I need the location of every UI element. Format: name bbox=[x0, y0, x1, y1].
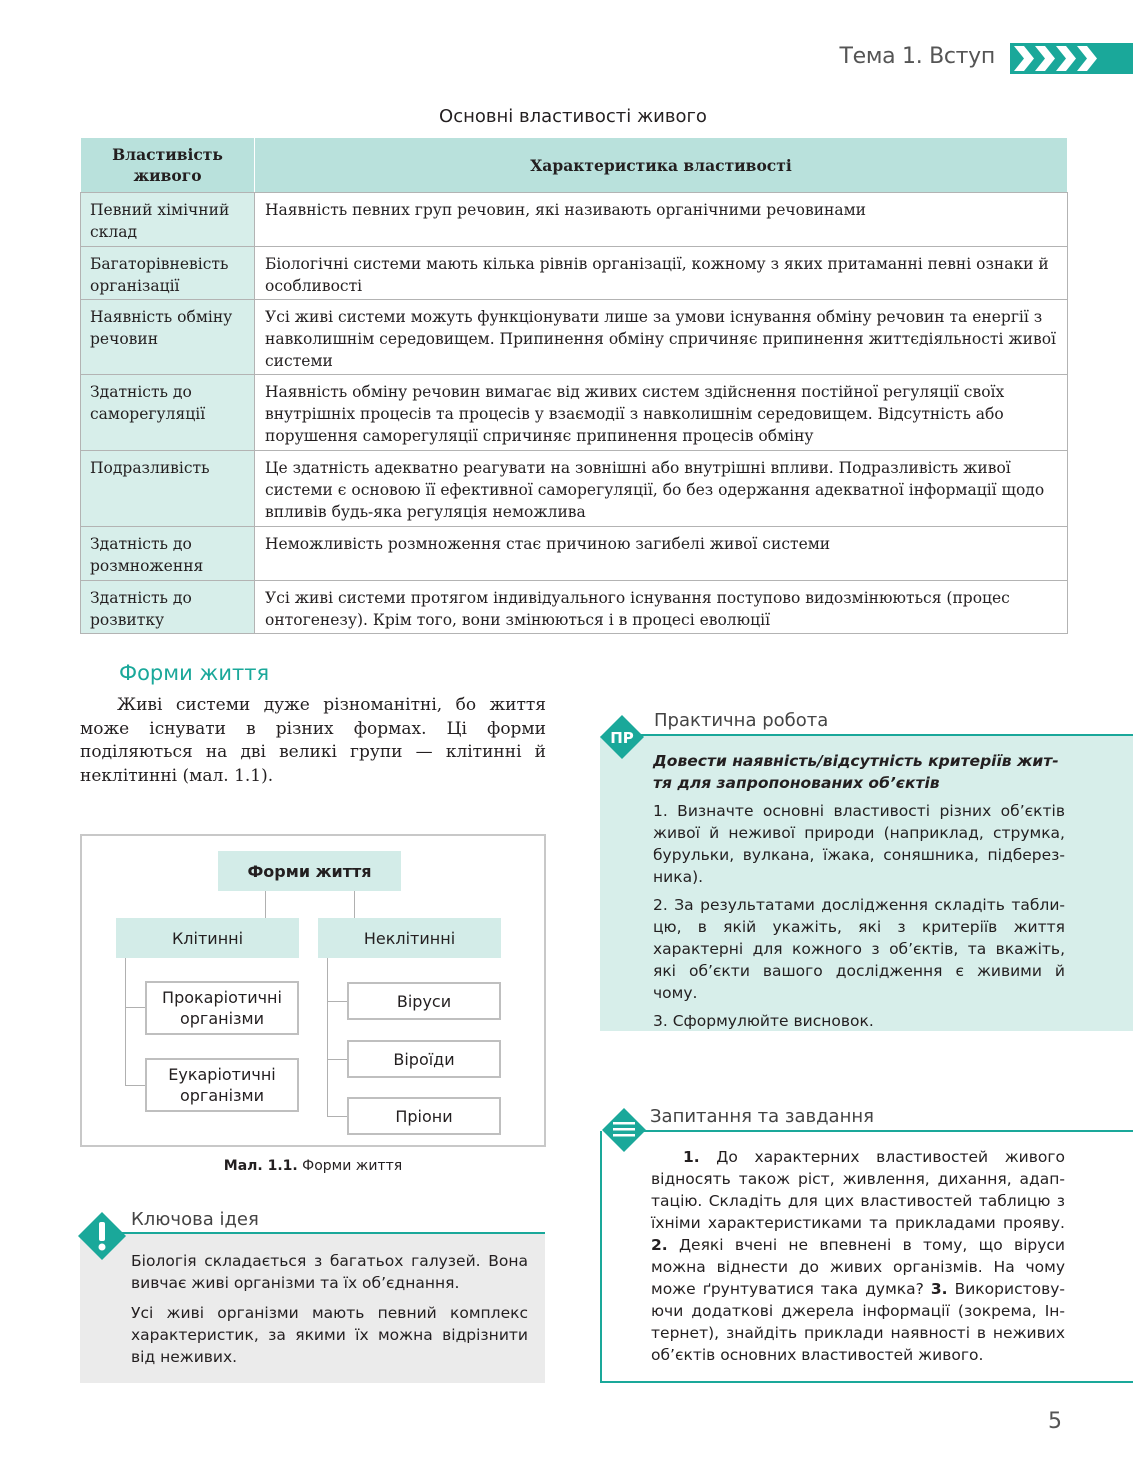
key-idea-text bbox=[131, 1250, 528, 1376]
practical-step: 1. Визначте основні властивості різних об’єктів живої й неживої природи (наприклад, струмка, бурульки, вулкана, їжака, соняшника, підберезника). bbox=[653, 802, 1065, 886]
practical-badge-icon bbox=[599, 714, 645, 760]
description-cell: Усі живі системи можуть функціонувати лише за умови існування обміну речовин та енергії з навколишнім середовищем. Припинення обміну спричиняє припинення життєдіяльності живої системи bbox=[255, 300, 1068, 375]
question-text: Використовуючи додаткові джерела інформації (зокрема, Інтернет), знайдіть приклади наявності в неживих об’єктів основних властивостей живого. bbox=[651, 1280, 1065, 1364]
table-row bbox=[81, 300, 1068, 375]
diagram-prions: Пріони bbox=[347, 1097, 501, 1135]
exclamation-icon bbox=[77, 1211, 127, 1261]
intro-paragraph: Живі системи дуже різноманітні, бо життя може існувати в різних формах. Ці форми поділяються на дві великі групи — клітинні й неклітинні (мал. 1.1). bbox=[80, 695, 546, 786]
practical-text bbox=[653, 750, 1065, 1038]
property-cell: Багаторівневість організації bbox=[81, 247, 255, 300]
forms-diagram bbox=[80, 834, 546, 1147]
practical-rule bbox=[620, 734, 1133, 736]
questions-text bbox=[651, 1146, 1065, 1366]
question-text: До характерних властивостей живого відносять також ріст, живлення, дихання, адаптацію. Складіть для цих властивостей таблицю з їхніми характеристиками та прикладами прояву. bbox=[651, 1148, 1065, 1232]
table-row bbox=[81, 193, 1068, 247]
question-number: 2. bbox=[651, 1236, 668, 1254]
diagram-prokaryotes: Прокаріотичні організми bbox=[145, 981, 299, 1035]
figure-caption bbox=[80, 1158, 546, 1174]
key-idea-paragraph: Біологія складається з багатьох галузей. Вона вивчає живі організми та їх об’єднання. bbox=[131, 1252, 528, 1292]
table-row bbox=[81, 581, 1068, 634]
connector-line bbox=[125, 1007, 147, 1008]
practical-task: Довести наявність/відсутність критеріїв життя для запропонованих об’єктів bbox=[653, 752, 1059, 792]
connector-line bbox=[327, 1116, 348, 1117]
page-number: 5 bbox=[1048, 1409, 1062, 1434]
questions-title: Запитання та завдання bbox=[650, 1106, 874, 1127]
connector-line bbox=[327, 1059, 348, 1060]
column-header-description: Характеристика властивості bbox=[255, 138, 1068, 193]
description-cell: Біологічні системи мають кілька рівнів організації, кожному з яких притаманні певні ознаки й особливості bbox=[255, 247, 1068, 300]
table-row bbox=[81, 527, 1068, 581]
questions-rule bbox=[620, 1130, 1133, 1132]
diagram-root: Форми життя bbox=[218, 851, 401, 891]
diagram-viruses: Віруси bbox=[347, 982, 501, 1020]
diagram-cellular: Клітинні bbox=[116, 918, 299, 958]
practical-badge: ПР bbox=[610, 729, 634, 747]
property-cell: Здатність до розвитку bbox=[81, 581, 255, 634]
column-header-property: Властивість живого bbox=[81, 138, 255, 193]
key-idea-title: Ключова ідея bbox=[131, 1209, 259, 1230]
property-cell: Наявність обміну речовин bbox=[81, 300, 255, 375]
connector-line bbox=[125, 958, 126, 1086]
connector-line bbox=[327, 958, 328, 1117]
question-number: 3. bbox=[930, 1280, 948, 1298]
table-title: Основні властивості живого bbox=[439, 106, 707, 127]
caption-label: Мал. 1.1. bbox=[223, 1158, 298, 1174]
question-text: Деякі вчені не впевнені в тому, що віруси можна віднести до живих організмів. На чому може ґрунтуватися така думка? bbox=[651, 1236, 1065, 1298]
connector-line bbox=[327, 1001, 348, 1002]
list-icon bbox=[601, 1107, 647, 1153]
property-cell: Здатність до саморегуляції bbox=[81, 375, 255, 451]
description-cell: Усі живі системи протягом індивідуального існування поступово видозмінюються (процес онтогенезу). Крім того, вони змінюються і в процесі еволюції bbox=[255, 581, 1068, 634]
question-number: 1. bbox=[683, 1148, 700, 1166]
description-cell: Це здатність адекватно реагувати на зовнішні або внутрішні впливи. Подразливість живої системи є основою її ефективної саморегуляції, бо без одержання адекватної інформації щодо впливів будь-яка регуляція неможлива bbox=[255, 451, 1068, 527]
property-cell: Певний хімічний склад bbox=[81, 193, 255, 247]
diagram-eukaryotes: Еукаріотичні організми bbox=[145, 1058, 299, 1112]
connector-line bbox=[125, 1085, 147, 1086]
practical-step: 3. Сформулюйте висновок. bbox=[653, 1012, 874, 1030]
description-cell: Наявність обміну речовин вимагає від живих систем здійснення постійної регуляції своїх внутрішніх процесів та процесів у взаємодії з навколишнім середовищем. Відсутність або порушення саморегуляції спричиняє припинення процесів обміну bbox=[255, 375, 1068, 451]
section-title: Форми життя bbox=[119, 661, 270, 685]
connector-line bbox=[265, 890, 266, 919]
properties-table bbox=[80, 137, 1068, 634]
topic-label: Тема 1. Вступ bbox=[839, 44, 995, 69]
description-cell: Неможливість розмноження стає причиною загибелі живої системи bbox=[255, 527, 1068, 581]
connector-line bbox=[354, 890, 355, 919]
table-row bbox=[81, 451, 1068, 527]
caption-text: Форми життя bbox=[297, 1158, 403, 1174]
key-idea-rule bbox=[95, 1232, 545, 1234]
chevrons-icon bbox=[1010, 43, 1133, 74]
table-row bbox=[81, 247, 1068, 300]
property-cell: Здатність до розмноження bbox=[81, 527, 255, 581]
description-cell: Наявність певних груп речовин, які називають органічними речовинами bbox=[255, 193, 1068, 247]
practical-title: Практична робота bbox=[654, 710, 829, 731]
practical-step: 2. За результатами дослідження складіть таблицю, в якій укажіть, які з критеріїв життя характерні для кожного з об’єктів, та вкажіть, які об’єкти вашого дослідження є живими й чому. bbox=[653, 896, 1065, 1002]
diagram-viroids: Віроїди bbox=[347, 1040, 501, 1078]
property-cell: Подразливість bbox=[81, 451, 255, 527]
diagram-noncellular: Неклітинні bbox=[318, 918, 501, 958]
table-row bbox=[81, 375, 1068, 451]
key-idea-paragraph: Усі живі організми мають певний комплекс характеристик, за якими їх можна відрізнити від неживих. bbox=[131, 1304, 528, 1366]
